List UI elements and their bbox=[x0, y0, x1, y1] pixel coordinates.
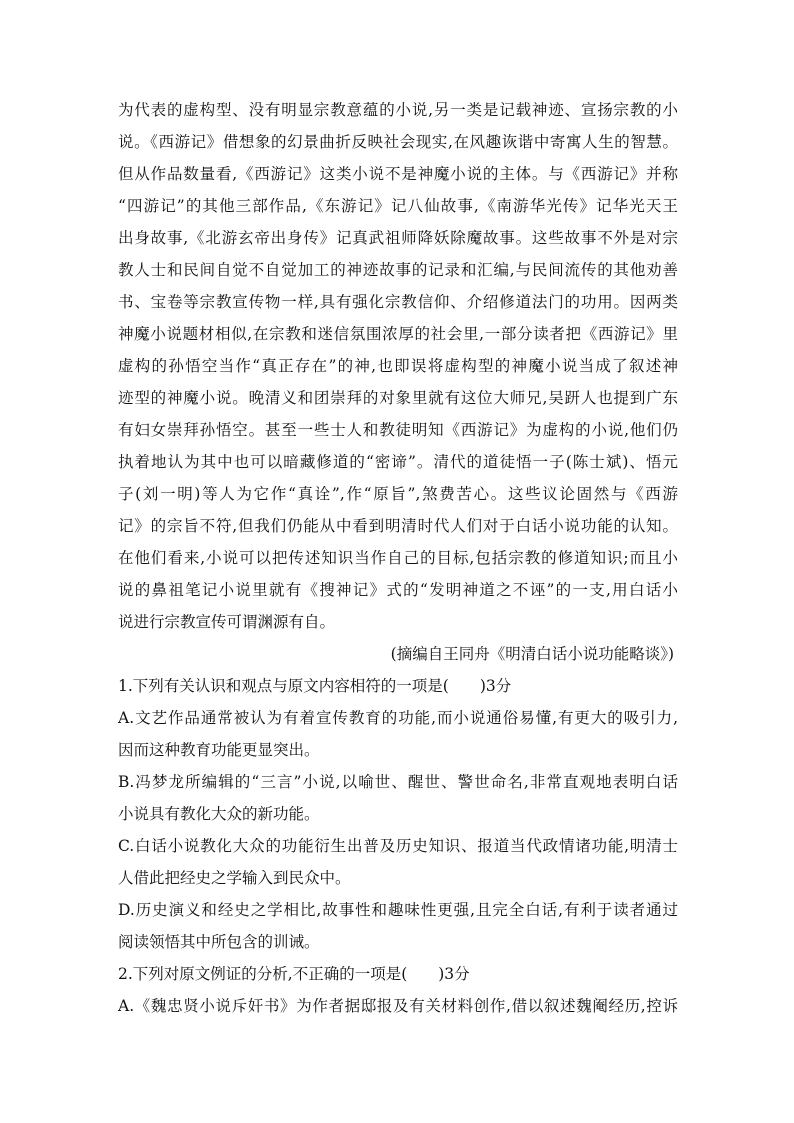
passage-line: 有妇女崇拜孙悟空。甚至一些士人和教徒明知《西游记》为虚构的小说,他们仍 bbox=[118, 421, 678, 439]
passage-line: 迹型的神魔小说。晚清义和团崇拜的对象里就有这位大师兄,吴趼人也提到广东 bbox=[118, 389, 678, 407]
passage-line: 出身故事,《北游玄帝出身传》记真武祖师降妖除魔故事。这些故事不外是对宗 bbox=[118, 229, 678, 247]
passage-line: 在他们看来,小说可以把传述知识当作自己的目标,包括宗教的修道知识;而且小 bbox=[118, 549, 678, 567]
passage-line: 神魔小说题材相似,在宗教和迷信氛围浓厚的社会里,一部分读者把《西游记》里 bbox=[118, 325, 678, 343]
question-1-option-d: D.历史演义和经史之学相比,故事性和趣味性更强,且完全白话,有利于读者通过 bbox=[118, 901, 678, 919]
question-1-option-a: A.文艺作品通常被认为有着宣传教育的功能,而小说通俗易懂,有更大的吸引力, bbox=[118, 709, 678, 727]
passage-line: 书、宝卷等宗教宣传物一样,具有强化宗教信仰、介绍修道法门的功用。因两类 bbox=[118, 293, 678, 311]
question-1-option-d-cont: 阅读领悟其中所包含的训诫。 bbox=[118, 933, 320, 951]
passage-line: 执着地认为其中也可以暗藏修道的“密谛”。清代的道徒悟一子(陈士斌)、悟元 bbox=[118, 453, 678, 471]
passage-line: 教人士和民间自觉不自觉加工的神迹故事的记录和汇编,与民间流传的其他劝善 bbox=[118, 261, 678, 279]
passage-line: 说进行宗教宣传可谓渊源有自。 bbox=[118, 613, 336, 631]
passage-line: 但从作品数量看,《西游记》这类小说不是神魔小说的主体。与《西游记》并称 bbox=[118, 165, 678, 183]
question-1-option-c-cont: 人借此把经史之学输入到民众中。 bbox=[118, 869, 351, 887]
passage-line: 虚构的孙悟空当作“真正存在”的神,也即误将虚构型的神魔小说当成了叙述神 bbox=[118, 357, 678, 375]
question-1-option-b: B.冯梦龙所编辑的“三言”小说,以喻世、醒世、警世命名,非常直观地表明白话 bbox=[118, 773, 678, 791]
question-2-option-a: A.《魏忠贤小说斥奸书》为作者据邸报及有关材料创作,借以叙述魏阉经历,控诉 bbox=[118, 997, 678, 1015]
passage-line: 记》的宗旨不符,但我们仍能从中看到明清时代人们对于白话小说功能的认知。 bbox=[118, 517, 678, 535]
passage-line: 说的鼻祖笔记小说里就有《搜神记》式的“发明神道之不诬”的一支,用白话小 bbox=[118, 581, 678, 599]
source-citation: (摘编自王同舟《明清白话小说功能略谈》) bbox=[390, 645, 674, 663]
question-1-stem: 1.下列有关认识和观点与原文内容相符的一项是( )3分 bbox=[118, 677, 512, 695]
question-1-option-a-cont: 因而这种教育功能更显突出。 bbox=[118, 741, 320, 759]
question-1-option-c: C.白话小说教化大众的功能衍生出普及历史知识、报道当代政情诸功能,明清士 bbox=[118, 837, 678, 855]
passage-line: 子(刘一明)等人为它作“真诠”,作“原旨”,煞费苦心。这些议论固然与《西游 bbox=[118, 485, 678, 503]
passage-line: “四游记”的其他三部作品,《东游记》记八仙故事,《南游华光传》记华光天王 bbox=[118, 197, 678, 215]
question-1-option-b-cont: 小说具有教化大众的新功能。 bbox=[118, 805, 320, 823]
passage-line: 说。《西游记》借想象的幻景曲折反映社会现实,在风趣诙谐中寄寓人生的智慧。 bbox=[118, 133, 678, 151]
passage-line: 为代表的虚构型、没有明显宗教意蕴的小说,另一类是记载神迹、宣扬宗教的小 bbox=[118, 101, 678, 119]
question-2-stem: 2.下列对原文例证的分析,不正确的一项是( )3分 bbox=[118, 965, 470, 983]
